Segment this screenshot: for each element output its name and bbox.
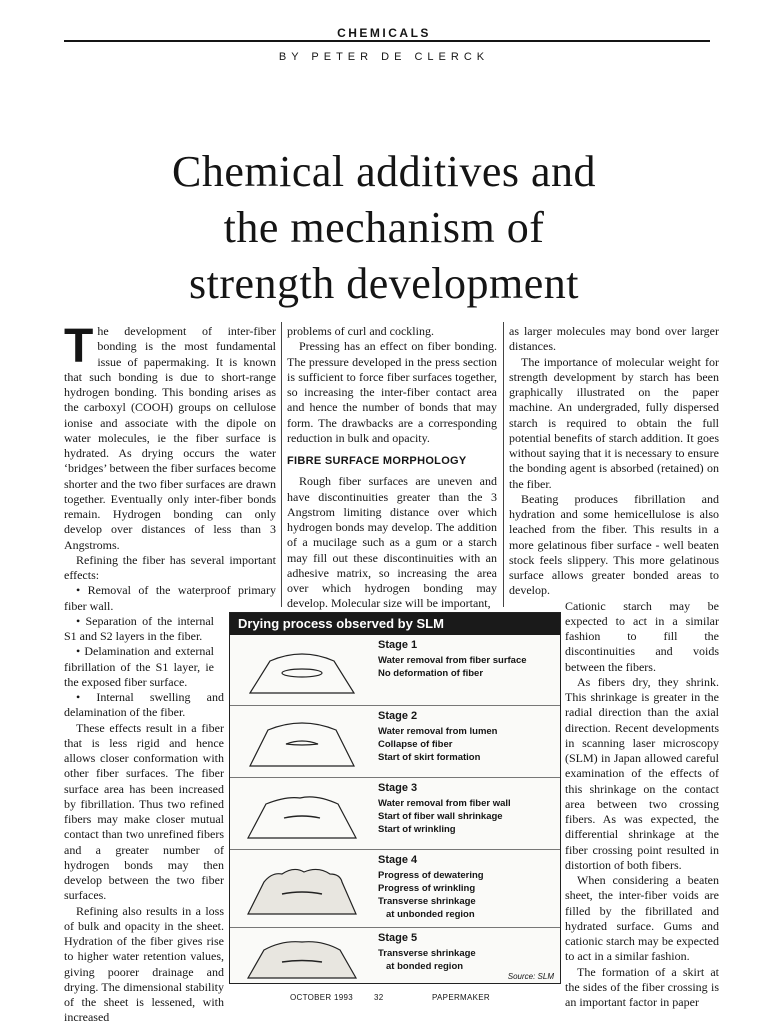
- title-line-3: strength development: [188, 259, 579, 308]
- stage-line: Start of wrinkling: [378, 824, 456, 835]
- stage-line: Transverse shrinkage: [378, 948, 476, 959]
- stage-line: Transverse shrinkage: [378, 896, 476, 907]
- stage-4: [230, 849, 560, 928]
- article-title: [60, 144, 708, 312]
- figure-title: Drying process observed by SLM: [230, 613, 560, 635]
- paragraph-text: he development of inter-fiber bonding is the most fundamental issue of papermaking. It is known that such bonding is due to short-range hydrogen bonding. This bonding arises as the carboxyl (COOH) groups on cellulose ionise and associate with the dipole on water molecules, ie the fiber surface is hydrated. As drying occurs the water ‘bridges’ between the fiber surfaces become shorter and the two fiber surfaces are drawn together. Eventually only inter-fiber bonds remain. Hydrogen bonding can only develop over distances of less than 3 Angstroms.: [64, 324, 276, 552]
- paragraph: Pressing has an effect on fiber bonding. The pressure developed in the press section is sufficient to force fiber surfaces together, so increasing the inter-fiber contact area and hence the number of bonds that may form. The drawbacks are a corresponding reduction in bulk and opacity.: [287, 339, 497, 445]
- fiber-crossing-diagram: [242, 856, 362, 920]
- stage-line: at bonded region: [386, 961, 464, 972]
- stage-line: at unbonded region: [386, 909, 475, 920]
- paragraph: Beating produces fibrillation and hydration and some hemicellulose is also leached from the fiber. This results in a more gelatinous fiber surface - well beaten stock feels slippery. This more gelatinous surface allows greater bonded areas to develop.: [509, 491, 719, 598]
- byline: BY PETER DE CLERCK: [278, 51, 490, 63]
- stage-text: [378, 854, 484, 921]
- stage-name: Stage 1: [378, 639, 418, 651]
- bullet-item: • Removal of the waterproof primary fiber wall.: [64, 583, 276, 613]
- stage-name: Stage 3: [378, 782, 418, 794]
- stage-line: Water removal from fiber surface: [378, 655, 527, 666]
- stage-name: Stage 5: [378, 932, 418, 944]
- column-rule-2: [503, 322, 504, 607]
- stage-line: No deformation of fiber: [378, 668, 484, 679]
- header-rule: [64, 40, 710, 42]
- stage-line: Collapse of fiber: [378, 739, 453, 750]
- stage-1: [230, 635, 560, 705]
- title-line-1: Chemical additives and: [172, 147, 596, 196]
- paragraph: Rough fiber surfaces are uneven and have discontinuities greater than the 3 Angstrom limiting distance over which hydrogen bonds may develop. The addition of a mucilage such as a gum or a starch may fill out these discontinuities with an adhesive matrix, so increasing the area over which hydrogen bonding may develop. Molecular size will be important,: [287, 474, 497, 611]
- stage-5: [230, 927, 560, 984]
- paragraph: The importance of molecular weight for strength development by starch has been graphically illustrated on the paper machine. An undergraded, fully dispersed starch is required to obtain the full potential benefits of starch addition. It goes without saying that it is necessary to ensure the bonding agent is absorbed (retained) on the fiber.: [509, 354, 719, 491]
- stage-3: [230, 777, 560, 850]
- bullet-item: • Separation of the internal S1 and S2 layers in the fiber.: [64, 613, 214, 643]
- figure-source: Source: SLM: [507, 972, 554, 981]
- drop-cap: T: [64, 320, 94, 373]
- footer-page-number: 32: [374, 993, 384, 1002]
- stage-text: [378, 782, 511, 836]
- subheading: FIBRE SURFACE MORPHOLOGY: [287, 455, 467, 467]
- paragraph: Refining the fiber has several important effects:: [64, 552, 276, 582]
- stage-text: [378, 639, 527, 680]
- stage-line: Progress of wrinkling: [378, 883, 476, 894]
- fiber-crossing-diagram: [242, 641, 362, 701]
- paragraph: Refining also results in a loss of bulk and opacity in the sheet. Hydration of the fiber gives rise to higher water retention values, giving poorer drainage and drying. The dimensional stability of the sheet is lessened, with increased: [64, 903, 224, 1025]
- paragraph: Cationic starch may be expected to act in a similar fashion to fill the discontinuities and voids between the fibers.: [565, 598, 719, 674]
- paragraph: problems of curl and cockling.: [287, 324, 434, 338]
- stage-text: [378, 932, 476, 973]
- title-line-2: the mechanism of: [223, 203, 545, 252]
- footer-publication: PAPERMAKER: [432, 993, 490, 1002]
- footer-date: OCTOBER 1993: [290, 993, 354, 1002]
- paragraph: As fibers dry, they shrink. This shrinkage is greater in the radial direction than the axial direction. Recent developments in scanning laser microscopy (SLM) in Japan allowed careful examination of the effects of this shrinkage on the contact area between two crossing fibers. As was expected, the differential shrinkage at the fiber crossing point resulted in distortion of both fibers.: [565, 674, 719, 872]
- paragraph: These effects result in a fiber that is less rigid and hence allows closer conformation with other fiber surfaces. The fiber surface area has been increased by fibrillation. Thus two refined fibers may make closer mutual contact than two unrefined fibers and a greater number of hydrogen bonds may then develop between the two fiber surfaces.: [64, 720, 224, 903]
- fiber-crossing-diagram: [242, 934, 362, 982]
- fiber-crossing-diagram: [242, 784, 362, 844]
- paragraph: as larger molecules may bond over larger distances.: [509, 324, 719, 354]
- stage-line: Start of skirt formation: [378, 752, 481, 763]
- stage-text: [378, 710, 497, 764]
- stage-2: [230, 705, 560, 778]
- figure-drying-process: [229, 612, 561, 984]
- stage-line: Start of fiber wall shrinkage: [378, 811, 503, 822]
- bullet-item: • Internal swelling and delamination of the fiber.: [64, 690, 224, 720]
- paragraph: The formation of a skirt at the sides of the fiber crossing is an important factor in paper: [565, 964, 719, 1009]
- stage-line: Water removal from lumen: [378, 726, 498, 737]
- bullet-item: • Delamination and external fibrillation of the S1 layer, ie the exposed fiber surface.: [64, 644, 214, 689]
- stage-name: Stage 2: [378, 710, 418, 722]
- stage-name: Stage 4: [378, 854, 418, 866]
- section-label: CHEMICALS: [337, 26, 431, 40]
- paragraph: [64, 320, 276, 553]
- stage-line: Water removal from fiber wall: [378, 798, 511, 809]
- column-rule-1: [281, 322, 282, 607]
- fiber-crossing-diagram: [242, 712, 362, 772]
- paragraph: When considering a beaten sheet, the inter-fiber voids are filled by the fibrillated and hydrated surface. Gums and cationic starch may be expected to act in a similar fashion.: [565, 873, 719, 964]
- stage-line: Progress of dewatering: [378, 870, 484, 881]
- column-2: [287, 324, 497, 612]
